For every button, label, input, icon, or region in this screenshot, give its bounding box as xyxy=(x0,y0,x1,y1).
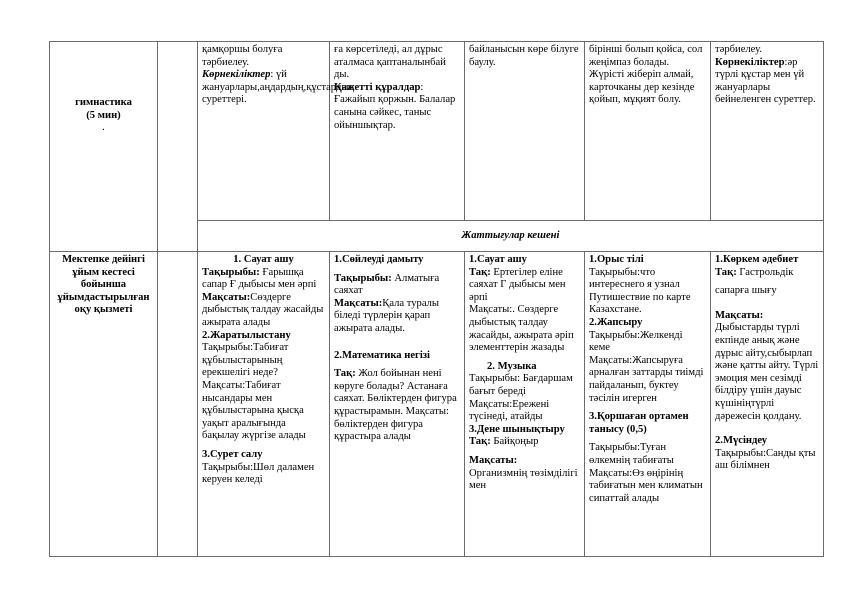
text: : үй жануарлары,аңдардың,құстардың суреттері. xyxy=(202,69,355,106)
text: Жол бойынан нені көруге болады? Астанаға саяхат. Бөліктерден фигура құрастырамын. Мақсаты: бөліктерден фигура құрастыра алады xyxy=(334,368,457,443)
label: Тақ: xyxy=(469,436,491,448)
empty-cell xyxy=(158,252,198,557)
text: : Ғажайып қоржын. Балалар санына сәйкес, таныс ойыншықтар. xyxy=(334,81,456,131)
gymnastics-label-cell xyxy=(50,42,158,252)
cell-wednesday-row3 xyxy=(465,252,585,557)
text: Дыбыстарды түрлі екпінде анық және дұрыс айту,сыбырлап және қатты айту. Түрлі эмоция мен сезімді білдіру үшін дауыс күшініңтүрлі дәрежесін қолдану. xyxy=(715,322,819,422)
label: Тақ: xyxy=(715,266,737,278)
cell-tuesday-row3 xyxy=(330,252,465,557)
cell-thursday-row1 xyxy=(585,42,711,221)
label: Тақырыбы: xyxy=(202,266,260,278)
organized-label: Мектепке дейінгі ұйым кестесі бойынша ұйымдастырылған оқу қызметі xyxy=(50,252,158,557)
section-title: 1.Көркем әдебиет xyxy=(715,254,799,265)
text: Гастрольдік xyxy=(736,266,794,278)
table-row xyxy=(50,252,824,557)
text: тәрбиелеу. xyxy=(715,44,762,55)
cell-friday-row3 xyxy=(711,252,824,557)
label: Мақсаты: xyxy=(715,309,764,321)
text: Байқоңыр xyxy=(490,436,539,448)
text: байланысын көре білуге баулу. xyxy=(469,44,579,68)
text: Мақсаты:. Сөздерге дыбыстық талдау жасайды, ажырата әріп элементтерін жазады xyxy=(469,304,574,354)
text: Тақырыбы:Желкенді кеме Мақсаты:Жапсыруға арналған заттарды тиімді пайдаланып, буктеу тәсілін игерген xyxy=(589,329,704,404)
text: Тақырыбы:что интереснего я узнал Путишествие по карте Казахстане. xyxy=(589,266,691,316)
text: Ғарышқа сапар Ғ дыбысы мен әрпі xyxy=(202,266,317,291)
text: Алматыға саяхат xyxy=(334,272,440,297)
table-row xyxy=(50,42,824,221)
section-title: 2.Жапсыру xyxy=(589,316,643,328)
label: Мақсаты: xyxy=(334,297,383,309)
section-title: 3.Қоршаған ортамен танысу (0,5) xyxy=(589,411,689,435)
cell-monday-row1 xyxy=(198,42,355,221)
cell-tuesday-row1 xyxy=(330,42,465,221)
text: Тақырыбы:Шөл даламен керуен келеді xyxy=(202,461,315,486)
text: Тақырыбы: Бағдаршам бағыт береді Мақсаты:Ережені түсінеді, атайды xyxy=(469,373,573,423)
label: Тақырыбы: xyxy=(334,272,392,284)
text: Қала туралы біледі түрлерін қарап ажырата алады. xyxy=(334,297,440,334)
section-title: 2.Жаратылыстану xyxy=(202,329,291,341)
text: қамқоршы болуға тәрбиелеу. xyxy=(202,44,283,68)
section-title: 2.Математика негізі xyxy=(334,349,430,361)
label-tools: Қажетті құралдар xyxy=(334,81,421,93)
label-visuals: Көрнекіліктер xyxy=(202,69,271,81)
exercises-title: Жаттығулар кешені xyxy=(198,221,824,252)
cell-friday-row1 xyxy=(711,42,824,221)
label: Мақсаты: xyxy=(469,454,518,466)
text: :әр түрлі құстар мен үй жануарлары бейнеленген суреттер. xyxy=(715,56,816,106)
gymnastics-label: гимнастика xyxy=(75,97,132,108)
empty-cell xyxy=(158,42,198,252)
label: Мақсаты: xyxy=(202,291,251,303)
gymnastics-dot: . xyxy=(102,122,105,134)
cell-wednesday-row1 xyxy=(465,42,585,221)
section-title: 1.Сауат ашу xyxy=(469,254,527,265)
text: Организмнің төзімділігі мен xyxy=(469,467,578,492)
text: Тақырыбы:Табиғат құбылыстарының ерекшелігі неде? Мақсаты:Табиғат нысандары мен құбылыстарына қысқа уақыт аралығында бақылау жүргізе алады xyxy=(202,342,306,442)
text: Сөздерге дыбыстық талдау жасайды ажырата алады xyxy=(202,291,324,328)
text: бірінші болып қойса, сол жеңімпаз болады. Жүрісті жіберіп алмай, карточканы дер кезінде қойып, мұқият болу. xyxy=(589,44,703,106)
weekly-plan-table xyxy=(49,41,824,557)
section-title: 1.Сөйлеудi дамыту xyxy=(334,254,424,265)
label: Тақ: xyxy=(469,266,491,278)
text: сапарға шығу xyxy=(715,285,777,297)
label: Тақ: xyxy=(334,368,356,380)
text: Тақырыбы:Санды қты аш білімнен xyxy=(715,447,816,472)
cell-monday-row3 xyxy=(198,252,330,557)
cell-thursday-row3 xyxy=(585,252,711,557)
text: ға көрсетіледі, ал дұрыс аталмаса қаптаналынбай ды. xyxy=(334,44,446,81)
section-title: 2. Музыка xyxy=(487,360,537,372)
label-visuals: Көрнекіліктер xyxy=(715,56,785,68)
section-title: 3.Дене шынықтыру xyxy=(469,423,565,435)
section-title: 1. Сауат ашу xyxy=(233,254,294,265)
gymnastics-time: (5 мин) xyxy=(86,109,121,121)
text: Тақырыбы:Туған өлкемнің табиғаты Мақсаты:Өз өңірінің табиғатын мен климатын сипаттай алады xyxy=(589,442,703,504)
section-title: 1.Орыс тілі xyxy=(589,254,644,265)
section-title: 3.Сурет салу xyxy=(202,448,263,460)
section-title: 2.Мүсіндеу xyxy=(715,435,768,447)
text: Ертегілер еліне саяхат Г дыбысы мен әрпі xyxy=(469,266,566,303)
